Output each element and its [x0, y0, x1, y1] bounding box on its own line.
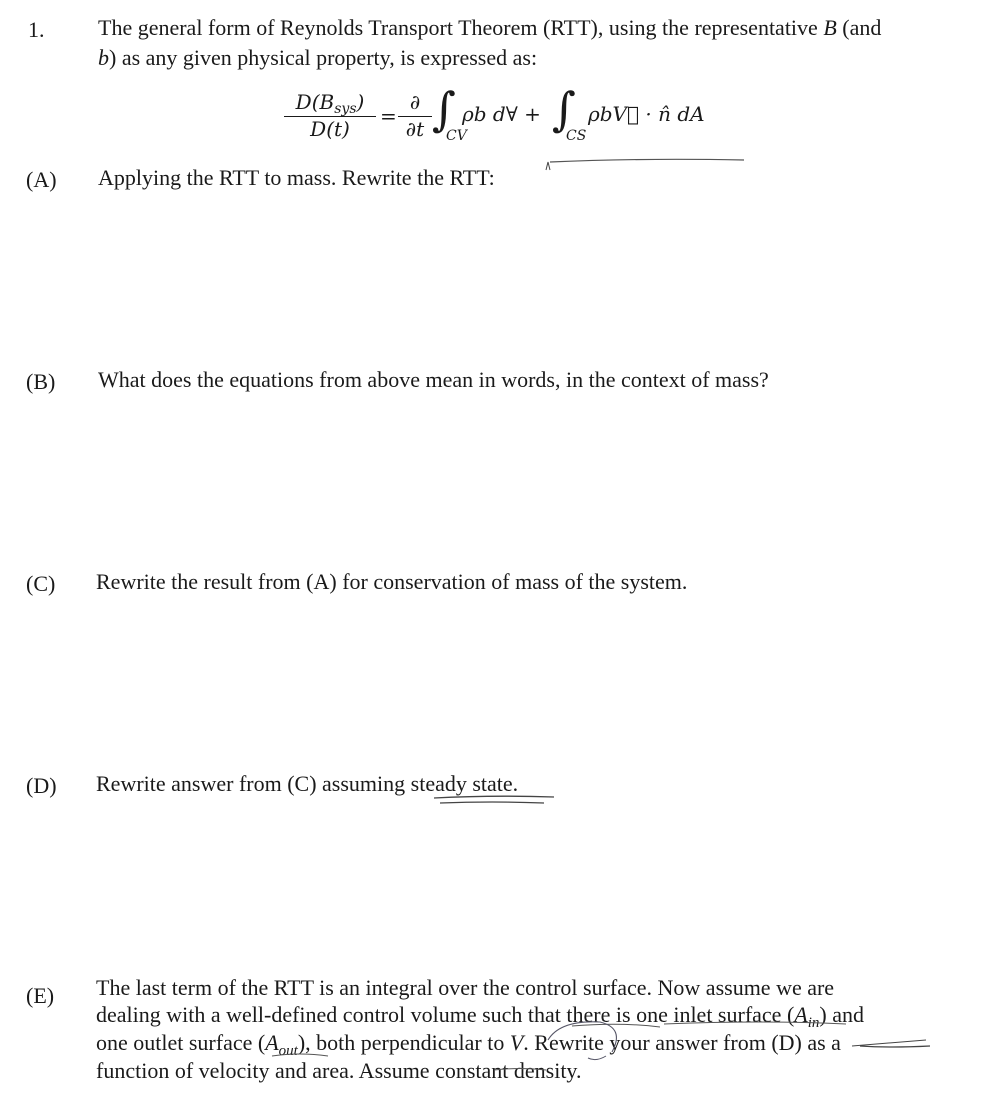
question-number: 1.	[28, 17, 45, 42]
part-c-text: Rewrite the result from (A) for conservation of mass of the system.	[96, 569, 688, 594]
part-a-text: Applying the RTT to mass. Rewrite the RTT:	[98, 165, 495, 190]
part-d-text: Rewrite answer from (C) assuming steady state.	[96, 771, 519, 796]
partial-derivative: ∂ ∂t	[398, 90, 432, 143]
integral-sub-cs: CS	[566, 128, 587, 144]
part-b-text: What does the equations from above mean in words, in the context of mass?	[98, 367, 769, 392]
part-e-line-4: function of velocity and area. Assume constant density.	[96, 1058, 582, 1083]
part-c-label: (C)	[26, 571, 56, 596]
integral-sub-cv: CV	[446, 128, 467, 144]
integral-sign-cs: ∫	[552, 82, 576, 136]
intro-text-1: The general form of Reynolds Transport Theorem (RTT), using the representative	[98, 15, 824, 40]
part-e-line-3: one outlet surface $(A_{out})$, both perpendicular to V. Rewrite your answer from (D) as a	[96, 1030, 841, 1059]
integral-body-cv: ρb d∀ +	[462, 102, 541, 126]
lhs-denominator: D(t)	[310, 117, 350, 141]
part-a-label: (A)	[26, 167, 57, 192]
integral-body-cs: ρbV⃗ · n̂ dA	[588, 102, 705, 126]
part-e-label: (E)	[26, 983, 55, 1008]
lhs-numerator: $D(B_{sys})$	[295, 90, 365, 117]
equals-sign: =	[380, 104, 397, 128]
intro-text-1-end: (and	[836, 15, 882, 40]
integral-sign-cv: ∫	[432, 82, 456, 136]
intro-symbol-b: b	[98, 45, 109, 70]
part-d-label: (D)	[26, 773, 57, 798]
intro-symbol-B: B	[823, 15, 837, 40]
part-e-line-1: The last term of the RTT is an integral over the control surface. Now assume we are	[96, 975, 835, 1000]
intro-text-2: ) as any given physical property, is expressed as:	[109, 45, 538, 70]
part-b-label: (B)	[26, 369, 56, 394]
part-e-line-2: dealing with a well-defined control volume such that there is one inlet surface $(A_{in})$ and	[96, 1002, 864, 1031]
